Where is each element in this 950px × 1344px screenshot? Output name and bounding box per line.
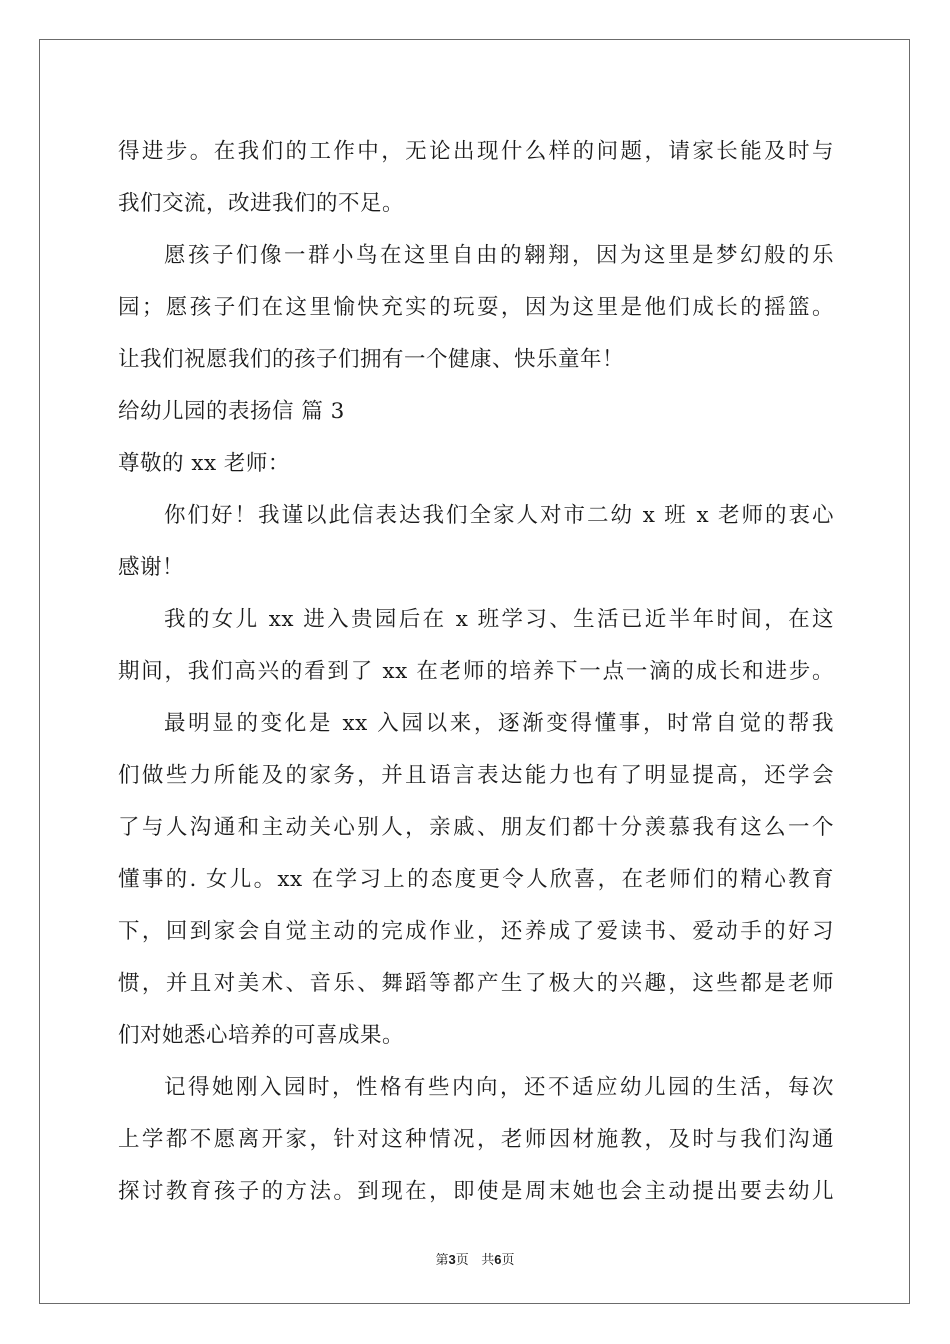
total-prefix: 共 — [481, 1253, 495, 1268]
current-page-number: 3 — [448, 1252, 456, 1267]
paragraph-line: 你们好！我谨以此信表达我们全家人对市二幼 x 班 x 老师的衷心 — [164, 503, 834, 528]
salutation: 尊敬的 xx 老师： — [118, 451, 290, 476]
total-page-count: 6 — [494, 1252, 502, 1267]
document-body — [118, 126, 834, 1218]
paragraph-line: 感谢！ — [118, 555, 185, 580]
paragraph-line: 下，回到家会自觉主动的完成作业，还养成了爱读书、爱动手的好习 — [118, 919, 834, 944]
paragraph-line: 得进步。在我们的工作中，无论出现什么样的问题，请家长能及时与 — [118, 139, 834, 164]
paragraph-line: 我的女儿 xx 进入贵园后在 x 班学习、生活已近半年时间，在这 — [164, 607, 834, 632]
paragraph-line: 让我们祝愿我们的孩子们拥有一个健康、快乐童年！ — [118, 347, 625, 372]
paragraph-line: 懂事的. 女儿。xx 在学习上的态度更令人欣喜，在老师们的精心教育 — [118, 867, 834, 892]
paragraph-line: 们做些力所能及的家务，并且语言表达能力也有了明显提高，还学会 — [118, 763, 834, 788]
paragraph-line: 愿孩子们像一群小鸟在这里自由的翱翔，因为这里是梦幻般的乐 — [164, 243, 834, 268]
paragraph-line: 们对她悉心培养的可喜成果。 — [118, 1023, 405, 1048]
page-footer — [0, 1249, 950, 1268]
paragraph-line: 记得她刚入园时，性格有些内向，还不适应幼儿园的生活，每次 — [164, 1075, 834, 1100]
page-suffix: 页 — [455, 1253, 469, 1268]
paragraph-line: 了与人沟通和主动关心别人，亲戚、朋友们都十分羡慕我有这么一个 — [118, 815, 834, 840]
paragraph-line: 探讨教育孩子的方法。到现在，即使是周末她也会主动提出要去幼儿 — [118, 1179, 834, 1204]
paragraph-line: 上学都不愿离开家，针对这种情况，老师因材施教，及时与我们沟通 — [118, 1127, 834, 1152]
paragraph-line: 期间，我们高兴的看到了 xx 在老师的培养下一点一滴的成长和进步。 — [118, 659, 834, 684]
total-suffix: 页 — [501, 1253, 515, 1268]
paragraph-line: 惯，并且对美术、音乐、舞蹈等都产生了极大的兴趣，这些都是老师 — [118, 971, 834, 996]
paragraph-line: 我们交流，改进我们的不足。 — [118, 191, 405, 216]
paragraph-line: 园；愿孩子们在这里愉快充实的玩耍，因为这里是他们成长的摇篮。 — [118, 295, 834, 320]
page-prefix: 第 — [435, 1253, 449, 1268]
section-heading: 给幼儿园的表扬信 篇 3 — [118, 399, 345, 424]
paragraph-line: 最明显的变化是 xx 入园以来，逐渐变得懂事，时常自觉的帮我 — [164, 711, 834, 736]
